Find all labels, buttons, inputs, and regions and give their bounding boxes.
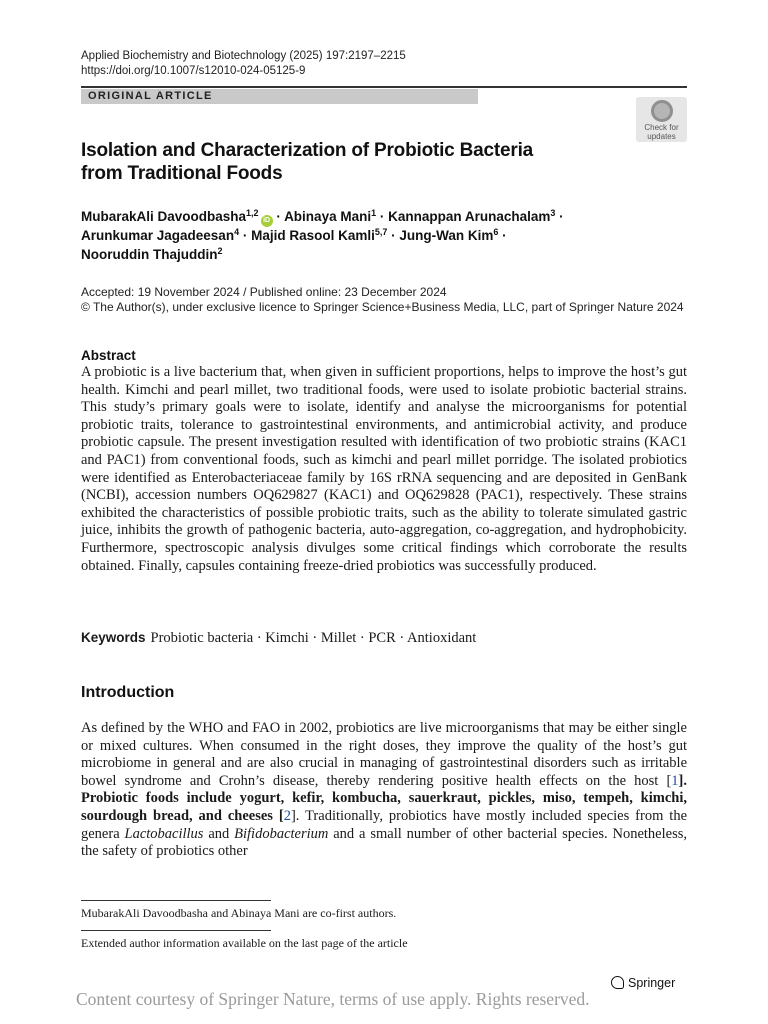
author-name[interactable]: MubarakAli Davoodbasha (81, 209, 247, 224)
cofirst-footnote: MubarakAli Davoodbasha and Abinaya Mani are co-first authors. (81, 906, 397, 920)
publisher-logo (611, 975, 675, 991)
journal-info: Applied Biochemistry and Biotechnology (2025) 197:2197–2215 (81, 50, 406, 62)
keywords-section (81, 629, 476, 647)
author-name[interactable]: Abinaya Mani (284, 209, 372, 224)
check-updates-icon (651, 100, 673, 122)
genus-name: Bifidobacterium (234, 825, 329, 842)
author-name[interactable]: Kannappan Arunachalam (388, 209, 551, 224)
citation-link[interactable]: 2 (283, 807, 291, 824)
author-affiliation: 5,7 (374, 227, 388, 237)
author-affiliation: 4 (234, 227, 240, 237)
keywords-label: Keywords (81, 630, 146, 645)
journal-citation (81, 49, 406, 79)
extended-info-footnote: Extended author information available on the last page of the article (81, 936, 408, 950)
author-line-1: MubarakAli Davoodbasha$^{1,2}$iD · Abinaya Mani$^1$ · Kannappan Arunachalam$^3$ · (81, 208, 681, 227)
article-type-banner: ORIGINAL ARTICLE (81, 89, 478, 104)
author-line-3 (81, 246, 681, 265)
title-line-2: from Traditional Foods (81, 162, 283, 184)
check-updates-label: Check for updates (644, 123, 679, 141)
copyright-notice: © The Author(s), under exclusive licence to Springer Science+Business Media, LLC, part of Springer Nature 2024 (81, 300, 684, 314)
author-affiliation: 2 (217, 245, 223, 256)
publisher-name: Springer (628, 976, 676, 990)
genus-name: Lactobacillus (124, 825, 204, 842)
citation-link[interactable]: 1 (671, 772, 679, 789)
author-line-2: Arunkumar Jagadeesan$^4$ · Majid Rasool Kamli$^{5,7}$ · Jung-Wan Kim$^6$ · (81, 227, 507, 243)
orcid-icon[interactable]: iD (261, 215, 273, 227)
author-affiliation: 6 (493, 227, 499, 237)
abstract-text: A probiotic is a live bacterium that, when given in sufficient proportions, helps to improve the host’s gut health. Kimchi and pearl millet, two traditional foods, were used to isolate probiotic bacterial strains. This study’s primary goals were to isolate, identify and analyse the microorganisms for potential probiotic traits, tolerance to gastrointestinal environments, and antimicrobial activity, and produce probiotic capsule. The present investigation resulted with identification of two probiotic strains (KAC1 and PAC1) from conventional foods, such as kimchi and pearl millet porridge. The isolated probiotics were identified as Enterobacteriaceae family by 16S rRNA sequencing and are deposited in GenBank (NCBI), accession numbers OQ629827 (KAC1) and OQ629828 (PAC1), respectively. These strains exhibited the characteristics of possible probiotic traits, such as the ability to tolerate simulated gastric juice, inhibits the growth of pathogenic bacteria, auto-aggregation, co-aggregation, and hydrophobicity. Furthermore, spectroscopic analysis divulges some critical findings which corroborate the results obtained. Finally, capsules containing freeze-dried probiotics was successfully produced. (81, 364, 687, 574)
introduction-paragraph: As defined by the WHO and FAO in 2002, probiotics are live microorganisms that may be either single or mixed cultures. When consumed in the right doses, they improve the quality of the host’s gut microbiome in general and are also crucial in managing of gastrointestinal disorders such as irritable bowel syndrome and Crohn’s disease, thereby rendering positive health effects on the host [1]. Probiotic foods include yogurt, kefir, kombucha, sauerkraut, pickles, miso, tempeh, kimchi, sourdough bread, and cheeses [2]. Traditionally, probiotics have mostly included species from the genera Lactobacillus and Bifidobacterium and a small number of other bacterial species. Nonetheless, the safety of probiotics other (81, 720, 688, 860)
courtesy-watermark: Content courtesy of Springer Nature, terms of use apply. Rights reserved. (76, 989, 590, 1009)
author-name[interactable]: Jung-Wan Kim (399, 228, 494, 243)
author-list (81, 208, 681, 264)
header-rule (81, 86, 687, 88)
author-affiliation: 1 (371, 208, 377, 218)
author-affiliation: 1,2 (246, 208, 259, 218)
abstract-section (81, 347, 687, 575)
author-affiliation: 3 (550, 208, 556, 218)
title-line-1: Isolation and Characterization of Probiotic Bacteria (81, 140, 534, 161)
accepted-published-dates: Accepted: 19 November 2024 / Published online: 23 December 2024 (81, 285, 447, 299)
springer-horse-icon (611, 976, 624, 989)
check-for-updates-button[interactable] (636, 97, 687, 142)
abstract-heading: Abstract (81, 348, 136, 363)
article-title (81, 140, 601, 185)
footnote-rule (81, 900, 271, 901)
introduction-heading: Introduction (81, 684, 175, 701)
author-name[interactable]: Nooruddin Thajuddin (81, 246, 218, 262)
keywords-list: Probiotic bacteria · Kimchi · Millet · PCR · Antioxidant (150, 630, 477, 646)
author-name[interactable]: Arunkumar Jagadeesan (81, 228, 235, 243)
doi-link[interactable]: https://doi.org/10.1007/s12010-024-05125-9 (81, 65, 306, 77)
author-name[interactable]: Majid Rasool Kamli (251, 228, 375, 243)
publication-dates (81, 285, 684, 315)
footnote-rule (81, 930, 271, 931)
